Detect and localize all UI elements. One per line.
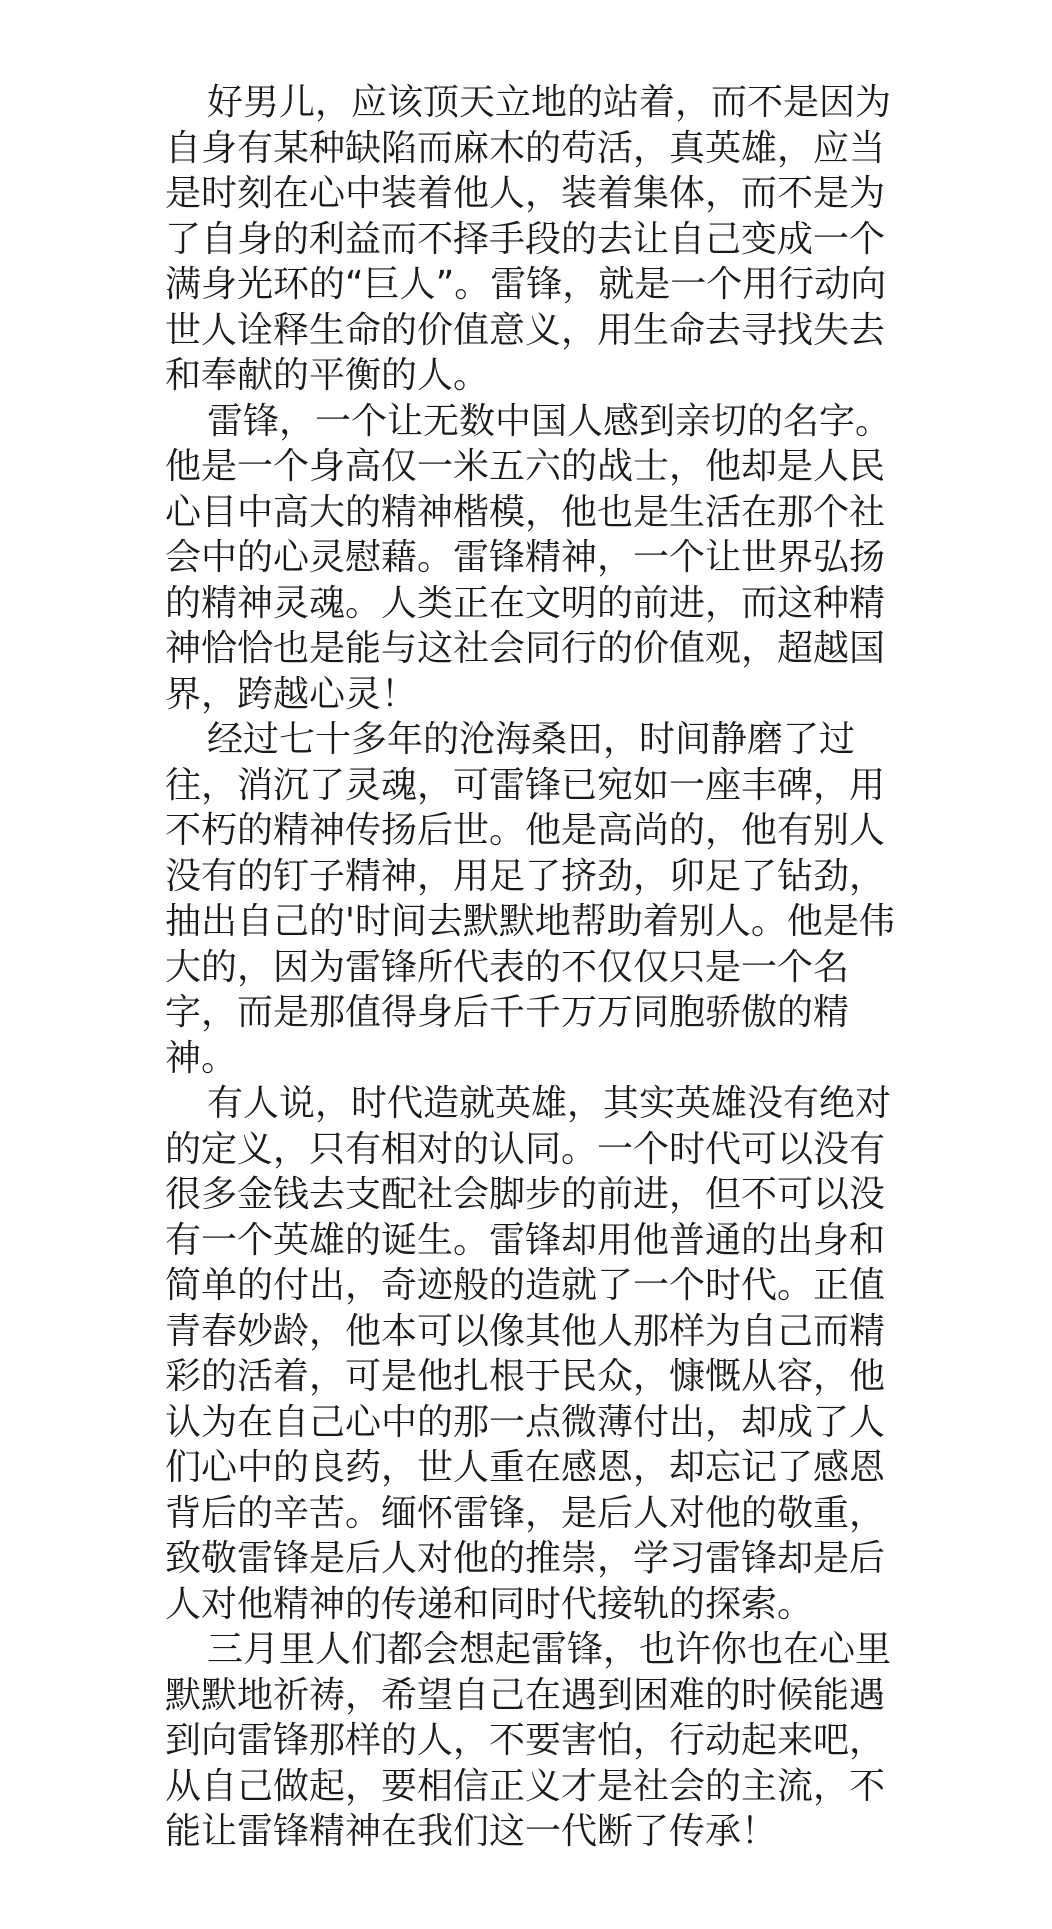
text-line: 是时刻在心中装着他人，装着集体，而不是为	[165, 173, 886, 214]
text-line: 认为在自己心中的那一点微薄付出，却成了人	[165, 1401, 886, 1443]
text-line: 人对他精神的传递和同时代接轨的探索。	[165, 1583, 814, 1625]
text-line: 雷锋，一个让无数中国人感到亲切的名字。	[207, 400, 892, 442]
text-line: 自身有某种缺陷而麻木的苟活，真英雄，应当	[165, 127, 886, 169]
text-line: 默默地祈祷，希望自己在遇到困难的时候能遇	[165, 1674, 886, 1716]
text-line: 大的，因为雷锋所代表的不仅仅只是一个名	[165, 946, 850, 988]
article-body	[165, 80, 905, 1855]
text-line: 神。	[165, 1037, 238, 1079]
text-line: 的精神灵魂。人类正在文明的前进，而这种精	[165, 582, 886, 624]
text-line: 从自己做起，要相信正义才是社会的主流，不	[165, 1765, 886, 1807]
text-line: 和奉献的平衡的人。	[165, 355, 490, 396]
text-line: 字，而是那值得身后千千万万同胞骄傲的精	[165, 992, 850, 1033]
paragraph-1	[165, 80, 905, 399]
text-line: 有人说，时代造就英雄，其实英雄没有绝对	[207, 1083, 892, 1124]
text-line: 致敬雷锋是后人对他的推崇，学习雷锋却是后	[165, 1538, 886, 1579]
text-line: 很多金钱去支配社会脚步的前进，但不可以没	[165, 1174, 886, 1215]
text-line: 界，跨越心灵！	[165, 673, 418, 715]
text-line: 心目中高大的精神楷模，他也是生活在那个社	[165, 491, 886, 533]
text-line: 会中的心灵慰藉。雷锋精神，一个让世界弘扬	[165, 537, 886, 578]
text-line: 往，消沉了灵魂，可雷锋已宛如一座丰碑，用	[165, 764, 886, 806]
text-line: 满身光环的“巨人”。雷锋，就是一个用行动向	[165, 264, 887, 305]
text-line: 经过七十多年的沧海桑田，时间静磨了过	[207, 719, 856, 760]
paragraph-2	[165, 399, 905, 718]
text-line: 简单的付出，奇迹般的造就了一个时代。正值	[165, 1265, 886, 1306]
text-line: 抽出自己的'时间去默默地帮助着别人。他是伟	[165, 901, 895, 942]
text-line: 不朽的精神传扬后世。他是高尚的，他有别人	[165, 810, 886, 851]
text-line: 三月里人们都会想起雷锋，也许你也在心里	[207, 1629, 892, 1670]
text-line: 了自身的利益而不择手段的去让自己变成一个	[165, 218, 886, 260]
paragraph-4	[165, 1081, 905, 1627]
text-line: 世人诠释生命的价值意义，用生命去寻找失去	[165, 309, 886, 351]
text-line: 好男儿，应该顶天立地的站着，而不是因为	[207, 82, 892, 123]
text-line: 他是一个身高仅一米五六的战士，他却是人民	[165, 446, 886, 487]
text-line: 没有的钉子精神，用足了挤劲，卯足了钻劲，	[165, 855, 886, 897]
text-line: 神恰恰也是能与这社会同行的价值观，超越国	[165, 628, 886, 669]
text-line: 青春妙龄，他本可以像其他人那样为自己而精	[165, 1310, 886, 1352]
paragraph-3	[165, 717, 905, 1081]
text-line: 有一个英雄的诞生。雷锋却用他普通的出身和	[165, 1219, 886, 1261]
text-line: 到向雷锋那样的人，不要害怕，行动起来吧，	[165, 1720, 886, 1761]
text-line: 能让雷锋精神在我们这一代断了传承！	[165, 1811, 778, 1852]
text-line: 的定义，只有相对的认同。一个时代可以没有	[165, 1128, 886, 1170]
text-line: 背后的辛苦。缅怀雷锋，是后人对他的敬重，	[165, 1492, 886, 1534]
paragraph-5	[165, 1627, 905, 1855]
text-line: 彩的活着，可是他扎根于民众，慷慨从容，他	[165, 1356, 886, 1397]
text-line: 们心中的良药，世人重在感恩，却忘记了感恩	[165, 1447, 886, 1488]
